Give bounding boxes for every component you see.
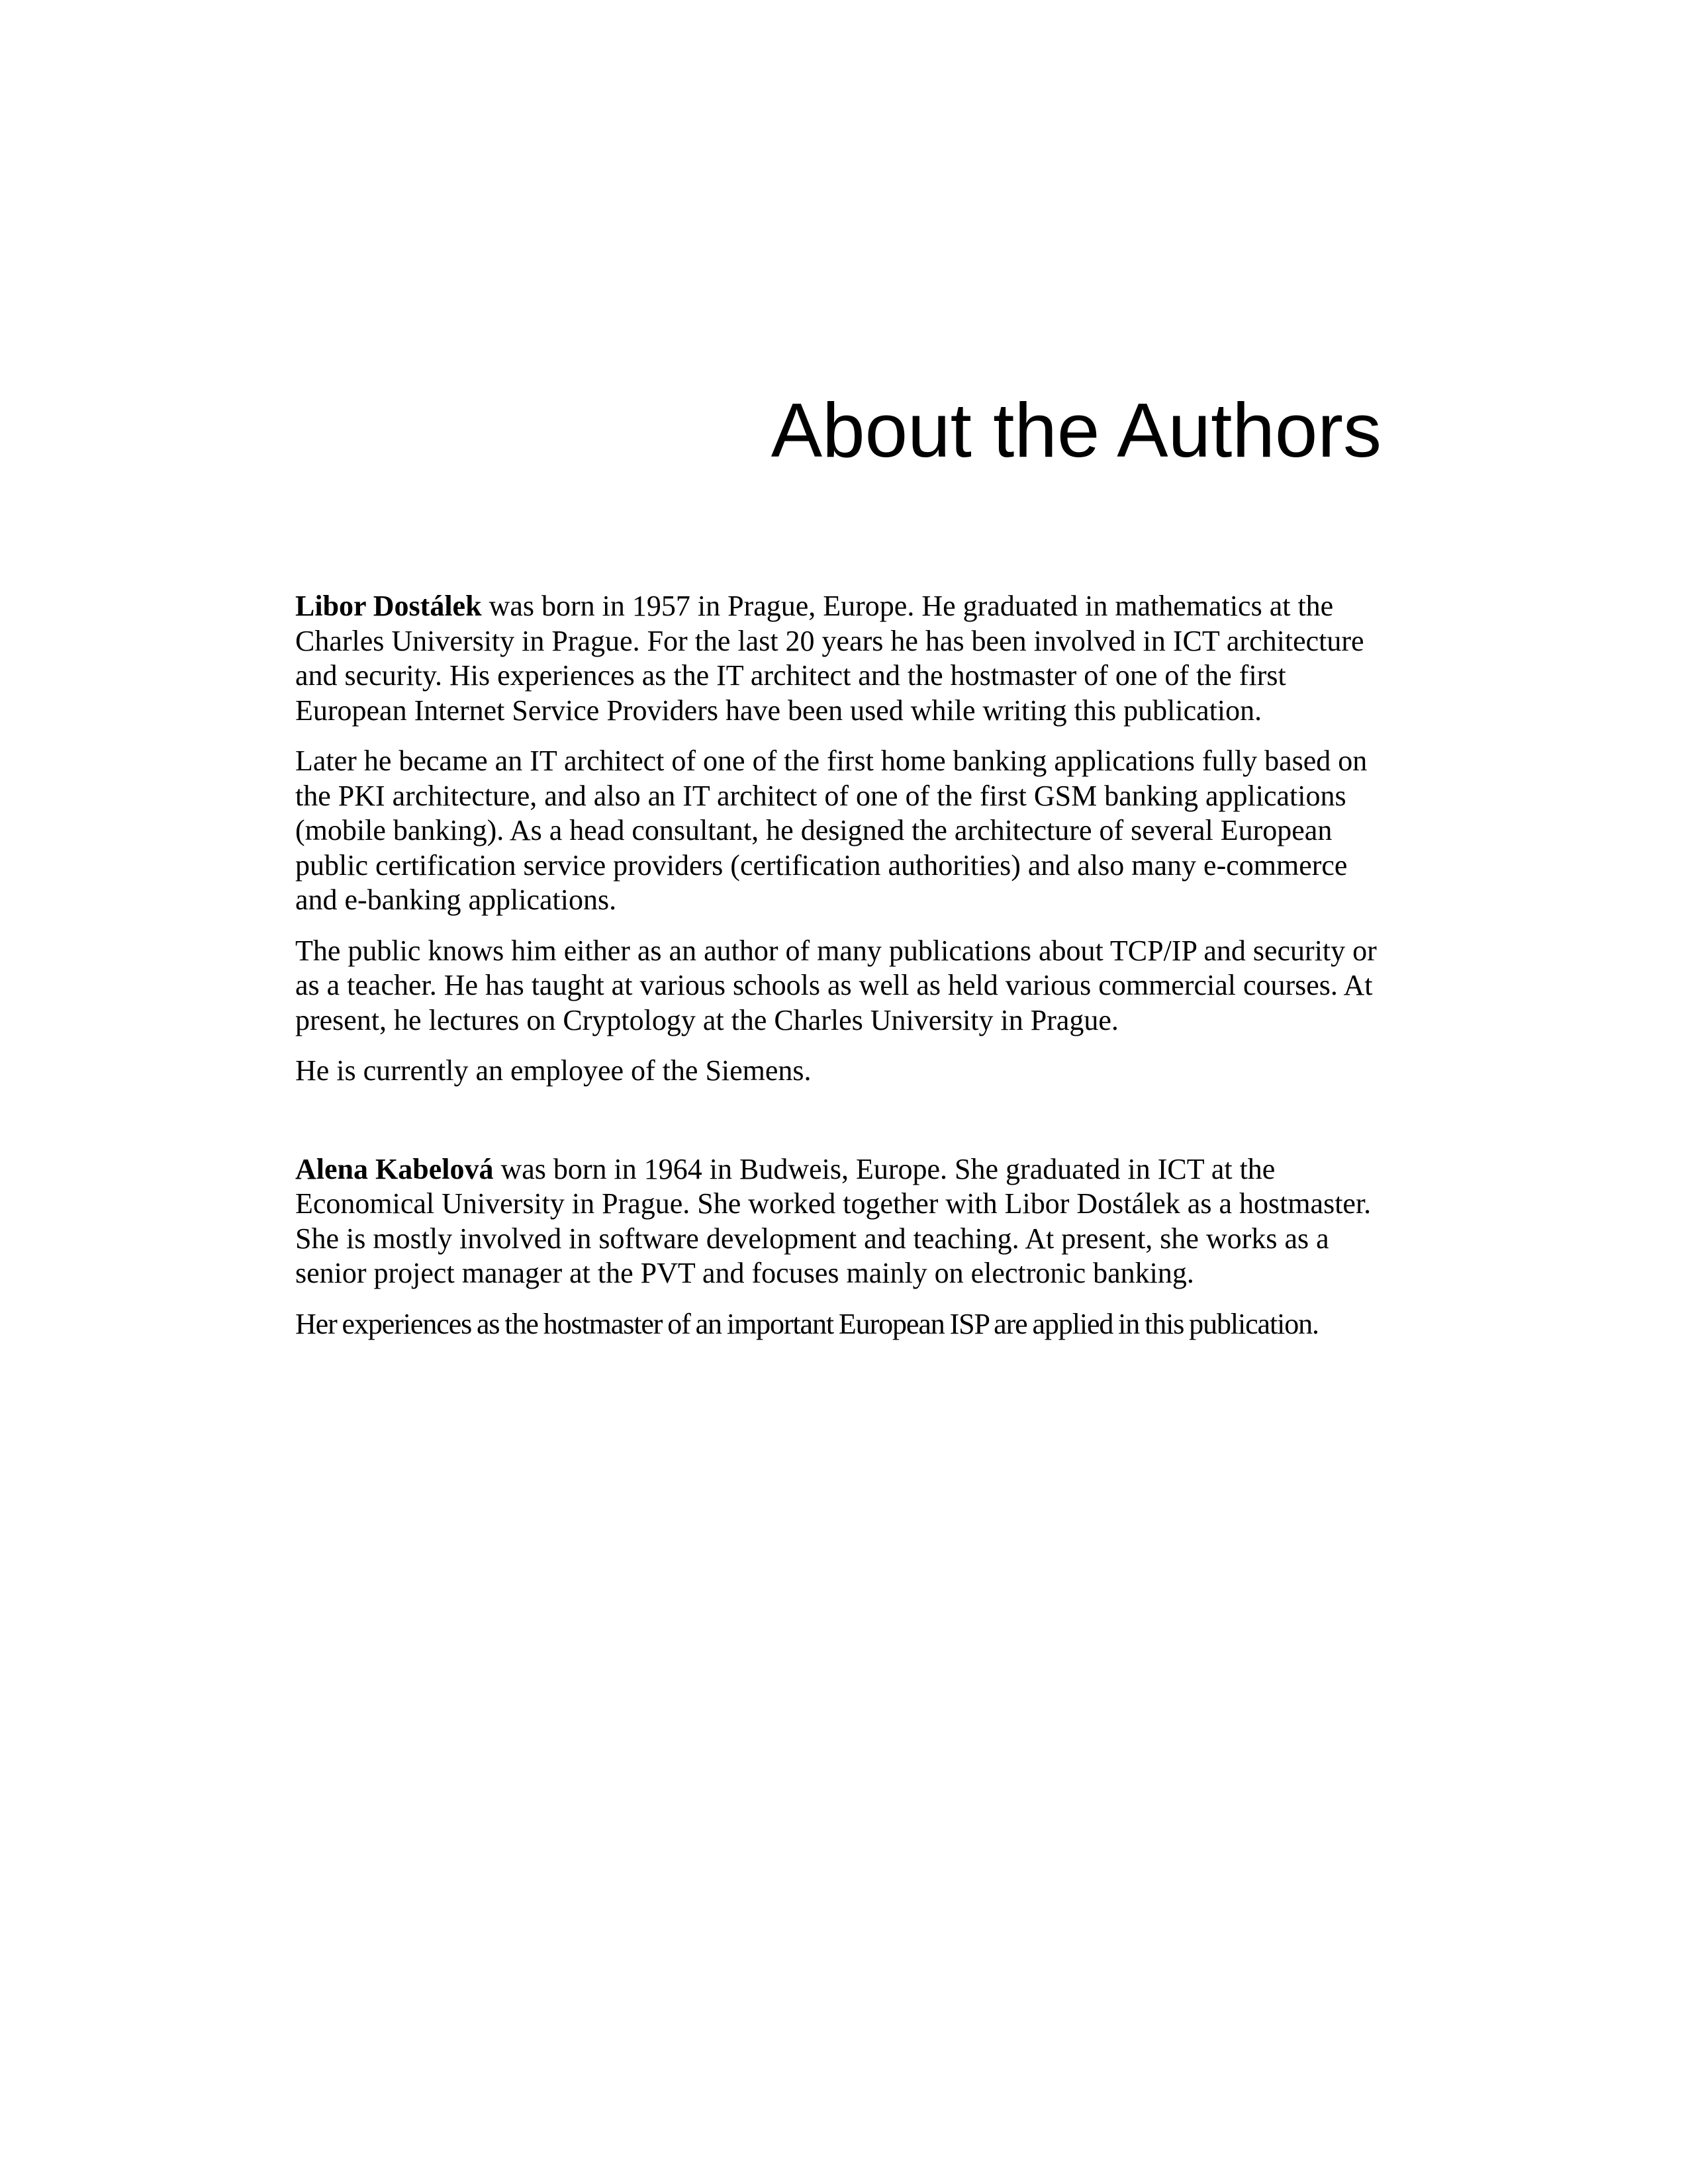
author-name: Libor Dostálek [295,590,482,622]
author-name: Alena Kabelová [295,1152,494,1185]
bio-paragraph: The public knows him either as an author of many publications about TCP/IP and security or as a teacher. He has taught at various schools as well as held various commercial courses. At present, he lectures on Cryptology at the Charles University in Prague. [295,934,1377,1036]
author-intro-paragraph [295,589,1381,728]
bio-paragraph: He is currently an employee of the Siemens. [295,1054,812,1087]
author-intro-text: was born in 1964 in Budweis, Europe. She graduated in ICT at the Economical University in Prague. She worked together with Libor Dostálek as a hostmaster. She is mostly involved in software development and teaching. At present, she works as a senior project manager at the PVT and focuses mainly on electronic banking. [295,1152,1372,1289]
bio-paragraph: Her experiences as the hostmaster of an important European ISP are applied in this publication. [295,1307,1319,1340]
bio-paragraph: Later he became an IT architect of one of the first home banking applications fully based on the PKI architecture, and also an IT architect of one of the first GSM banking applications (mobile banking). As a head consultant, he designed the architecture of several European public certification service providers (certification authorities) and also many e-commerce and e-banking applications. [295,745,1368,916]
authors-section [295,589,1381,1357]
author-bio-dostalek [295,589,1381,1089]
author-bio-kabelova [295,1152,1381,1342]
page-title: About the Authors [771,387,1382,473]
author-intro-text: was born in 1957 in Prague, Europe. He graduated in mathematics at the Charles University in Prague. For the last 20 years he has been involved in ICT architecture and security. His experiences as the IT architect and the hostmaster of one of the first European Internet Service Providers have been used while writing this publication. [295,590,1364,727]
author-intro-paragraph [295,1152,1381,1291]
